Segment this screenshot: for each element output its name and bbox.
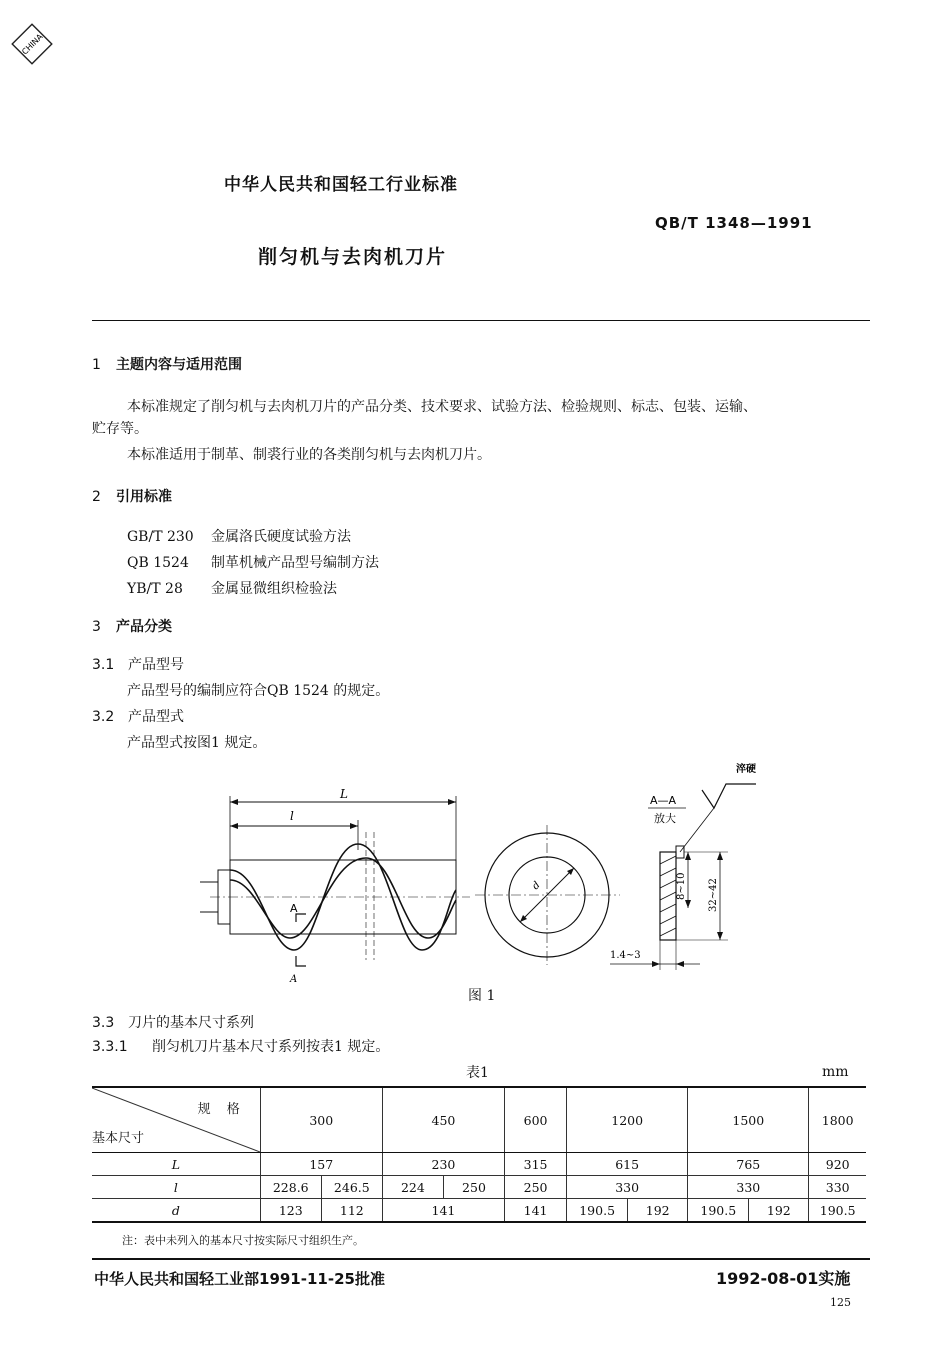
standard-code: QB/T 1348—1991: [655, 214, 813, 232]
section-3-3-heading: [92, 1012, 254, 1034]
implementation-date: 1992-08-01实施: [716, 1269, 851, 1288]
section-number: 2: [92, 489, 101, 505]
table-caption: 表1: [466, 1065, 489, 1081]
reference-name: 制革机械产品型号编制方法: [211, 555, 379, 571]
table-cell: 123: [260, 1199, 321, 1223]
table-cell: 315: [505, 1153, 567, 1176]
table-cell: 765: [688, 1153, 809, 1176]
standard-organization: 中华人民共和国轻工行业标准: [224, 175, 458, 195]
table-cell: 330: [688, 1176, 809, 1199]
table-note: 注：表中未列入的基本尺寸按实际尺寸组织生产。: [122, 1234, 364, 1247]
title-rule: [92, 320, 870, 321]
reference-item: [127, 578, 337, 598]
section-number: 3.1: [92, 657, 115, 673]
footer-rule: [92, 1258, 870, 1260]
section-number: 3.2: [92, 709, 115, 725]
section-number: 3.3: [92, 1015, 115, 1031]
table-header-row: [92, 1087, 866, 1153]
row-label: L: [92, 1153, 260, 1176]
table-cell: 141: [505, 1199, 567, 1223]
stamp-text: CHINA: [20, 32, 45, 57]
section-title: 产品型式: [128, 709, 184, 725]
blade-drawing-figure: [190, 760, 890, 1010]
section-1-paragraph-2: 本标准适用于制革、制裘行业的各类削匀机与去肉机刀片。: [127, 447, 491, 463]
table-cell: 230: [382, 1153, 504, 1176]
table-cell: 330: [809, 1176, 866, 1199]
table-row: [92, 1176, 866, 1199]
section-1-paragraph-1-cont: 贮存等。: [92, 421, 148, 437]
dimension-table: [92, 1086, 866, 1223]
reference-item: [127, 526, 351, 546]
enlarge-label: 放大: [654, 812, 676, 825]
table-cell: 190.5: [567, 1199, 628, 1223]
reference-name: 金属洛氏硬度试验方法: [211, 529, 351, 545]
table-cell: 615: [567, 1153, 688, 1176]
section-title: 产品型号: [128, 657, 184, 673]
section-1-paragraph-1: 本标准规定了削匀机与去肉机刀片的产品分类、技术要求、试验方法、检验规则、标志、包装、运输、: [127, 399, 757, 415]
section-mark-a-top: A: [290, 902, 298, 915]
reference-item: [127, 552, 379, 572]
table-cell: 250: [443, 1176, 504, 1199]
table-cell: 190.5: [809, 1199, 866, 1223]
table-corner-cell: [92, 1087, 260, 1153]
dimension-l-label: l: [290, 809, 294, 823]
section-3-2-text: 产品型式按图1 规定。: [127, 735, 267, 751]
spec-cell: 1800: [809, 1087, 866, 1153]
section-number: 3.3.1: [92, 1039, 128, 1055]
section-2-heading: [92, 486, 172, 506]
figure-caption: 图 1: [468, 988, 496, 1004]
section-text: 削匀机刀片基本尺寸系列按表1 规定。: [152, 1039, 390, 1055]
spec-cell: 1500: [688, 1087, 809, 1153]
section-1-heading: [92, 354, 242, 374]
section-3-3-1-text: [92, 1036, 389, 1058]
table-row: [92, 1199, 866, 1223]
section-mark-a-bottom: A: [290, 974, 298, 985]
dimension-8-10-label: 8~10: [676, 872, 687, 900]
section-3-2-heading: [92, 706, 184, 728]
table-cell: 224: [382, 1176, 443, 1199]
hardened-label: 淬硬: [736, 764, 756, 775]
section-number: 1: [92, 357, 101, 373]
table-cell: 192: [628, 1199, 688, 1223]
dimension-thickness-label: 1.4~3: [610, 950, 641, 961]
table-cell: 228.6: [260, 1176, 321, 1199]
section-number: 3: [92, 619, 101, 635]
spec-cell: 1200: [567, 1087, 688, 1153]
section-3-heading: [92, 616, 172, 636]
row-label: l: [92, 1176, 260, 1199]
dimension-L-label: L: [340, 787, 348, 801]
table-cell: 330: [567, 1176, 688, 1199]
section-title: 产品分类: [116, 619, 172, 635]
table-cell: 112: [321, 1199, 382, 1223]
section-title: 主题内容与适用范围: [116, 357, 242, 373]
table-cell: 192: [749, 1199, 809, 1223]
reference-code: GB/T 230: [127, 529, 194, 545]
spec-cell: 450: [382, 1087, 504, 1153]
section-3-1-text: 产品型号的编制应符合QB 1524 的规定。: [127, 683, 390, 699]
table-cell: 246.5: [321, 1176, 382, 1199]
section-title: 刀片的基本尺寸系列: [128, 1015, 254, 1031]
document-title: 削匀机与去肉机刀片: [258, 246, 448, 268]
reference-name: 金属显微组织检验法: [211, 581, 337, 597]
spec-cell: 300: [260, 1087, 382, 1153]
table-cell: 920: [809, 1153, 866, 1176]
dimension-32-42-label: 32~42: [708, 878, 719, 912]
reference-code: YB/T 28: [127, 581, 183, 597]
china-stamp-logo: [8, 20, 56, 68]
approval-line: 中华人民共和国轻工业部1991-11-25批准: [94, 1270, 385, 1288]
header-spec-label: 规 格: [197, 1102, 246, 1117]
dimension-d-label: d: [530, 879, 543, 893]
section-3-1-heading: [92, 654, 184, 676]
table-cell: 250: [505, 1176, 567, 1199]
header-dimension-label: 基本尺寸: [92, 1131, 145, 1146]
table-cell: 190.5: [688, 1199, 749, 1223]
table-cell: 141: [382, 1199, 504, 1223]
page-number: 125: [830, 1296, 851, 1309]
table-unit: mm: [822, 1064, 849, 1080]
reference-code: QB 1524: [127, 555, 189, 571]
table-row: [92, 1153, 866, 1176]
table-cell: 157: [260, 1153, 382, 1176]
row-label: d: [92, 1199, 260, 1223]
spec-cell: 600: [505, 1087, 567, 1153]
section-title: 引用标准: [116, 489, 172, 505]
section-aa-label: A—A: [650, 794, 677, 807]
